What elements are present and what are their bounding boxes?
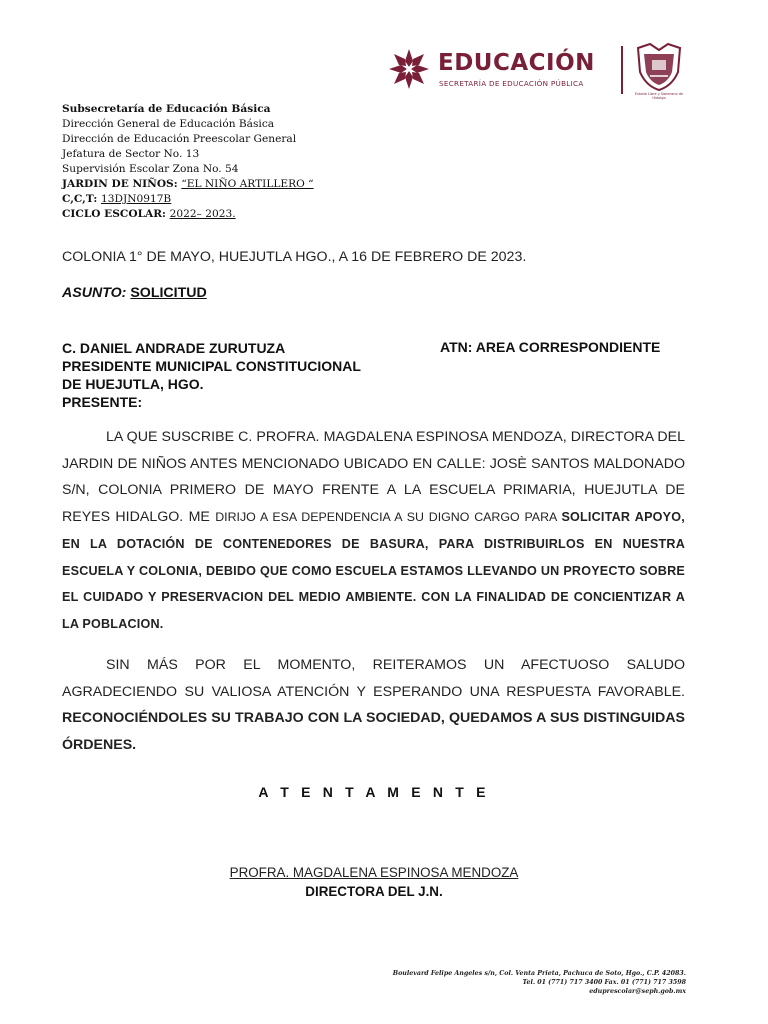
recipient-presente: PRESENTE: bbox=[62, 394, 143, 410]
jardin-label: JARDIN DE NIÑOS: bbox=[62, 178, 182, 190]
request-paragraph-bold: SOLICITAR APOYO, EN LA DOTACIÓN DE CONTENEDORES DE BASURA, PARA DISTRIBUIRLOS EN NUESTRA ESCUELA Y COLONIA, DEBIDO QUE COMO ESCUELA ESTAMOS LLEVANDO UN PROYECTO SOBRE EL CUIDADO Y PRESERVACION DEL MEDIO AMBIENTE. CON LA FINALIDAD DE CONCIENTIZAR A LA POBLACION. bbox=[62, 510, 685, 631]
shield-icon bbox=[632, 42, 686, 92]
footer-email-line: eduprescolar@seph.gob.mx bbox=[589, 988, 686, 995]
closing-paragraph bbox=[62, 652, 685, 759]
asunto-label: ASUNTO: bbox=[62, 285, 127, 301]
ciclo-value: 2022– 2023. bbox=[169, 208, 236, 220]
closing-salutation: A T E N T A M E N T E bbox=[258, 784, 490, 800]
jefatura-line: Jefatura de Sector No. 13 bbox=[62, 148, 200, 160]
recipient-place: DE HUEJUTLA, HGO. bbox=[62, 376, 204, 392]
closing-paragraph-text: SIN MÁS POR EL MOMENTO, REITERAMOS UN AFECTUOSO SALUDO AGRADECIENDO SU VALIOSA ATENCIÓN Y ESPERANDO UNA RESPUESTA FAVORABLE. bbox=[62, 657, 685, 700]
cct-label: C,C,T: bbox=[62, 193, 101, 205]
recipient-name: C. DANIEL ANDRADE ZURUTUZA bbox=[62, 340, 286, 356]
ciclo-label: CICLO ESCOLAR: bbox=[62, 208, 170, 220]
asunto-line bbox=[62, 285, 207, 301]
footer-phone-line: Tel. 01 (771) 717 3400 Fax. 01 (771) 717 3598 bbox=[522, 979, 686, 986]
jardin-value: “EL NIÑO ARTILLERO “ bbox=[181, 178, 314, 190]
recipient-block bbox=[62, 339, 361, 411]
supervision-line: Supervisión Escolar Zona No. 54 bbox=[62, 163, 239, 175]
jardin-line bbox=[62, 177, 382, 192]
direccion-preescolar-line: Dirección de Educación Preescolar General bbox=[62, 133, 297, 145]
request-paragraph-text: LA QUE SUSCRIBE C. PROFRA. MAGDALENA ESPINOSA MENDOZA, DIRECTORA DEL JARDIN DE NIÑOS ANTES MENCIONADO UBICADO EN CALLE: JOSÈ SANTOS MALDONADO S/N, COLONIA PRIMERO DE MAYO FRENTE A LA ESCUELA PRIMARIA, HUEJUTLA DE REYES HIDALGO. ME bbox=[62, 429, 685, 526]
logo-subtitle: SECRETARÍA DE EDUCACIÓN PÚBLICA bbox=[439, 79, 584, 88]
educacion-logo bbox=[386, 44, 616, 94]
hidalgo-shield-logo bbox=[632, 42, 686, 110]
asunto-value: SOLICITUD bbox=[130, 285, 207, 301]
date-line: COLONIA 1° DE MAYO, HUEJUTLA HGO., A 16 DE FEBRERO DE 2023. bbox=[62, 249, 527, 265]
request-paragraph-small: DIRIJO A ESA DEPENDENCIA A SU DIGNO CARGO PARA bbox=[215, 510, 562, 525]
ciclo-line bbox=[62, 207, 382, 222]
recipient-title: PRESIDENTE MUNICIPAL CONSTITUCIONAL bbox=[62, 358, 361, 374]
footer-address bbox=[393, 969, 686, 996]
star-emblem-icon bbox=[386, 46, 432, 92]
request-paragraph bbox=[62, 424, 685, 638]
footer-address-line: Boulevard Felipe Angeles s/n, Col. Venta Prieta, Pachuca de Soto, Hgo., C.P. 42083. bbox=[392, 970, 686, 977]
logo-wordmark: EDUCACIÓN bbox=[438, 50, 595, 76]
school-header-block bbox=[62, 102, 382, 222]
shield-caption: Estado Libre y Soberano de Hidalgo bbox=[634, 92, 684, 100]
direccion-general-line: Dirección General de Educación Básica bbox=[62, 118, 275, 130]
atn-line: ATN: AREA CORRESPONDIENTE bbox=[440, 339, 661, 355]
signer-name: PROFRA. MAGDALENA ESPINOSA MENDOZA bbox=[229, 865, 519, 880]
closing-paragraph-bold: RECONOCIÉNDOLES SU TRABAJO CON LA SOCIEDAD, QUEDAMOS A SUS DISTINGUIDAS ÓRDENES. bbox=[62, 710, 685, 754]
cct-value: 13DJN0917B bbox=[100, 193, 172, 205]
signer-role: DIRECTORA DEL J.N. bbox=[305, 884, 443, 899]
logo-divider bbox=[621, 46, 623, 94]
cct-line bbox=[62, 192, 382, 207]
subsecretaria-line: Subsecretaría de Educación Básica bbox=[62, 103, 271, 115]
